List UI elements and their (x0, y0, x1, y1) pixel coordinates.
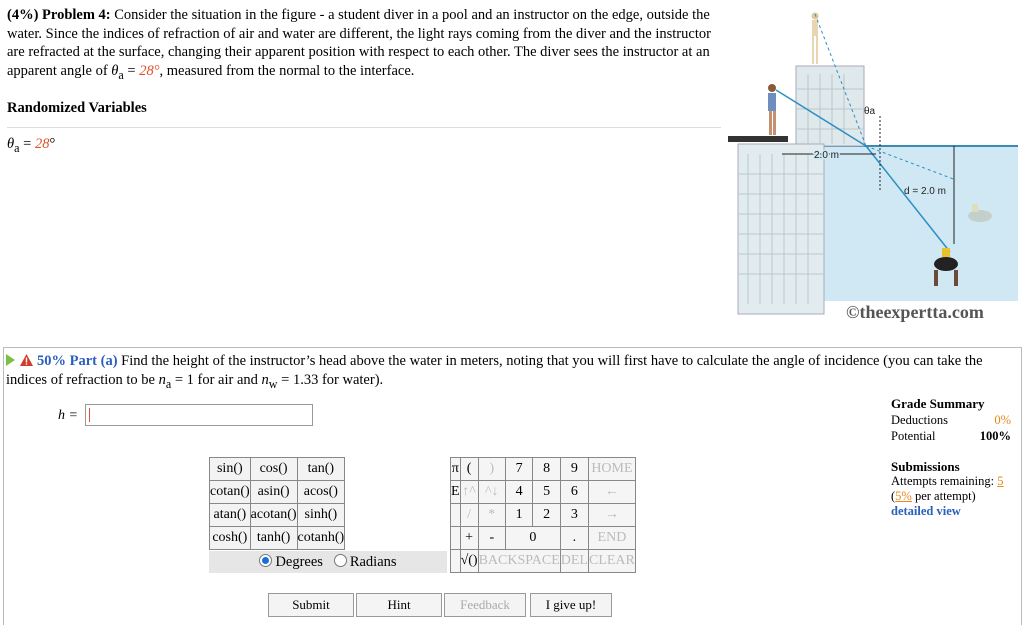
deductions-value: 0% (994, 413, 1011, 427)
divider (7, 127, 721, 128)
per-attempt-open: ( (891, 489, 896, 503)
expand-arrow-icon[interactable] (6, 354, 15, 366)
zero-button[interactable]: 0 (505, 527, 560, 550)
pool-figure (728, 4, 1018, 334)
pool-ledge (728, 136, 788, 142)
keypad-spacer (451, 504, 461, 527)
theta-value: 28° (139, 62, 160, 79)
sin-button[interactable]: sin() (210, 458, 251, 481)
degrees-label: Degrees (275, 554, 323, 570)
rparen-button[interactable]: ) (478, 458, 505, 481)
star-button[interactable]: * (478, 504, 505, 527)
atan-button[interactable]: atan() (210, 504, 251, 527)
degrees-radio[interactable] (259, 554, 272, 567)
feedback-button[interactable]: Feedback (444, 593, 526, 617)
minus-button[interactable]: - (478, 527, 505, 550)
part-a-question (6, 352, 1016, 394)
deductions-label: Deductions (891, 413, 948, 427)
attempts-label: Attempts remaining: (891, 474, 998, 488)
detailed-view-link[interactable]: detailed view (891, 504, 961, 518)
five-button[interactable]: 5 (533, 481, 560, 504)
sqrt-button[interactable]: √() (460, 550, 478, 573)
problem-text-1: Consider the situation in the figure - a student diver in a pool and an instructor on the edge, outside the water. Since the indices of refraction of air and water are different, the light rays coming from the diver and the instructor are refracted at the surface, changing their apparent position with respect to each other. The diver sees the instructor at an apparent angle of (7, 7, 711, 79)
width-label: 2.0 m (814, 150, 840, 161)
radians-label: Radians (349, 554, 397, 570)
cotanh-button[interactable]: cotanh() (297, 527, 345, 550)
tanh-button[interactable]: tanh() (250, 527, 297, 550)
four-button[interactable]: 4 (505, 481, 532, 504)
end-button[interactable]: END (588, 527, 635, 550)
submit-button[interactable]: Submit (268, 593, 354, 617)
text-caret (89, 408, 90, 422)
angle-mode-row (209, 551, 447, 573)
dot-button[interactable]: . (560, 527, 588, 550)
hint-button[interactable]: Hint (356, 593, 442, 617)
potential-value: 100% (979, 429, 1011, 443)
left-arrow-button[interactable]: ← (588, 481, 635, 504)
nw-sub: w (268, 376, 278, 391)
var-symbol: θ (7, 136, 15, 152)
submissions (891, 459, 1021, 519)
sinh-button[interactable]: sinh() (297, 504, 345, 527)
acos-button[interactable]: acos() (297, 481, 345, 504)
radians-radio[interactable] (334, 554, 347, 567)
nine-button[interactable]: 9 (560, 458, 588, 481)
attempts-value: 5 (997, 474, 1004, 488)
clear-button[interactable]: CLEAR (588, 550, 635, 573)
answer-input[interactable] (85, 404, 313, 426)
var-unit: ° (49, 136, 56, 152)
home-button[interactable]: HOME (588, 458, 635, 481)
cotan-button[interactable]: cotan() (210, 481, 251, 504)
angle-label: θa (864, 106, 876, 117)
two-button[interactable]: 2 (533, 504, 560, 527)
theta-symbol: θ (111, 62, 119, 79)
del-button[interactable]: DEL (560, 550, 588, 573)
answer-label: h = (58, 408, 78, 423)
cos-button[interactable]: cos() (250, 458, 297, 481)
number-keypad (450, 457, 636, 573)
equals: = (123, 62, 140, 79)
nw-value: = 1.33 for water). (277, 372, 384, 388)
warning-icon (20, 354, 33, 366)
slash-button[interactable]: / (460, 504, 478, 527)
var-value: 28 (34, 136, 50, 152)
problem-statement (7, 6, 727, 84)
copyright: ©theexpertta.com (846, 302, 984, 322)
randomized-variables-title: Randomized Variables (7, 100, 147, 116)
per-attempt (891, 489, 1021, 504)
keypad-spacer (451, 550, 461, 573)
na-value: = 1 for air and (171, 372, 262, 388)
theta-sub: a (118, 67, 124, 82)
cosh-button[interactable]: cosh() (210, 527, 251, 550)
up-button[interactable]: ↑^ (460, 481, 478, 504)
nw-symbol: n (261, 372, 269, 388)
e-button[interactable]: E (451, 481, 461, 504)
one-button[interactable]: 1 (505, 504, 532, 527)
right-arrow-button[interactable]: → (588, 504, 635, 527)
per-attempt-pct: 5% (895, 489, 912, 503)
asin-button[interactable]: asin() (250, 481, 297, 504)
instructor (768, 84, 776, 135)
three-button[interactable]: 3 (560, 504, 588, 527)
part-a-percent: 50% Part (a) (37, 353, 118, 369)
na-sub: a (165, 376, 172, 391)
tower-upper (796, 66, 864, 146)
submissions-title: Submissions (891, 459, 960, 474)
keypad-spacer (451, 527, 461, 550)
give-up-button[interactable]: I give up! (530, 593, 612, 617)
problem-text-2: , measured from the normal to the interface. (159, 62, 415, 79)
grade-summary-title: Grade Summary (891, 396, 985, 411)
var-equals: = (19, 136, 35, 152)
deductions-row (891, 412, 1011, 428)
potential-row (891, 428, 1011, 444)
six-button[interactable]: 6 (560, 481, 588, 504)
plus-button[interactable]: + (460, 527, 478, 550)
potential-label: Potential (891, 429, 936, 443)
part-a-text: Find the height of the instructor’s head above the water in meters, noting that you will first have to calculate the angle of incidence (you can take the indices of refraction to be (6, 353, 983, 388)
lparen-button[interactable]: ( (460, 458, 478, 481)
seven-button[interactable]: 7 (505, 458, 532, 481)
down-button[interactable]: ^↓ (478, 481, 505, 504)
tower-lower (738, 144, 824, 314)
eight-button[interactable]: 8 (533, 458, 560, 481)
pi-button[interactable]: π (451, 458, 461, 481)
grade-summary (891, 396, 1011, 444)
per-attempt-close: per attempt) (911, 489, 976, 503)
problem-heading: (4%) Problem 4: (7, 7, 111, 23)
depth-label: d = 2.0 m (904, 186, 946, 197)
backspace-button[interactable]: BACKSPACE (478, 550, 560, 573)
tan-button[interactable]: tan() (297, 458, 345, 481)
var-sub: a (14, 140, 20, 155)
function-keypad (209, 457, 345, 550)
randomized-variable (7, 136, 55, 156)
attempts-remaining (891, 474, 1021, 489)
na-symbol: n (158, 372, 166, 388)
acotan-button[interactable]: acotan() (250, 504, 297, 527)
